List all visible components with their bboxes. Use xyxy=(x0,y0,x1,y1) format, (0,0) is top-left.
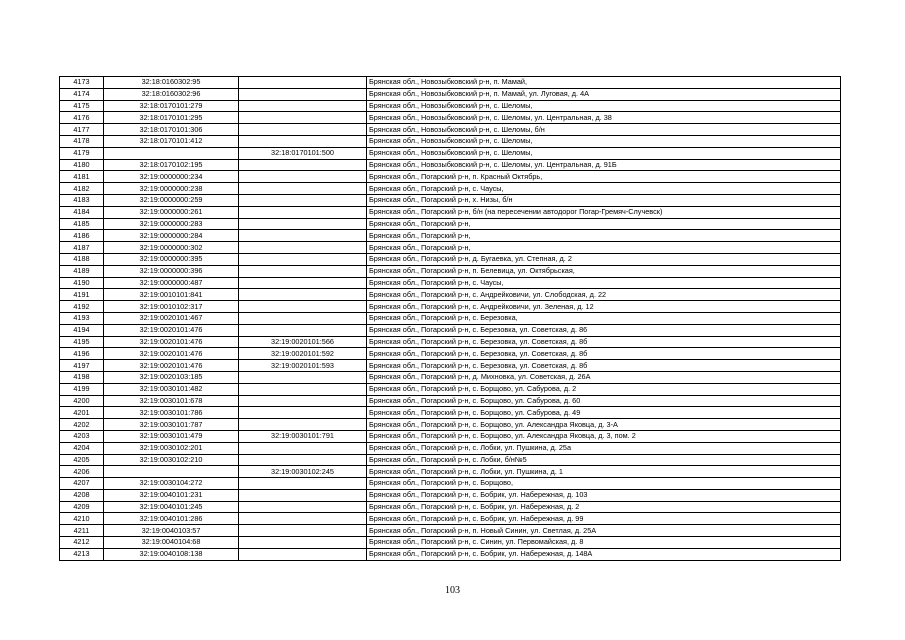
table-row xyxy=(60,183,841,195)
cadastral-number-cell: 32:19:0030102:201 xyxy=(104,442,239,454)
address-cell: Брянская обл., Погарский р-н, с. Борщово, ул. Сабурова, д. 2 xyxy=(367,383,841,395)
cadastral-number-cell: 32:18:0170102:195 xyxy=(104,159,239,171)
cadastral-number-cell: 32:19:0030102:210 xyxy=(104,454,239,466)
table-row xyxy=(60,112,841,124)
row-number-cell: 4194 xyxy=(60,324,104,336)
row-number-cell: 4186 xyxy=(60,230,104,242)
row-number-cell: 4205 xyxy=(60,454,104,466)
table-row xyxy=(60,466,841,478)
address-cell: Брянская обл., Погарский р-н, с. Березовка, xyxy=(367,312,841,324)
secondary-cadastral-number-cell xyxy=(239,419,367,431)
cadastral-number-cell: 32:19:0000000:234 xyxy=(104,171,239,183)
cadastral-number-cell: 32:19:0000000:261 xyxy=(104,206,239,218)
registry-table-body xyxy=(60,77,841,561)
cadastral-number-cell: 32:19:0000000:396 xyxy=(104,265,239,277)
cadastral-number-cell: 32:19:0000000:487 xyxy=(104,277,239,289)
cadastral-number-cell: 32:19:0020101:476 xyxy=(104,348,239,360)
cadastral-number-cell: 32:19:0020101:476 xyxy=(104,324,239,336)
secondary-cadastral-number-cell: 32:19:0020101:566 xyxy=(239,336,367,348)
address-cell: Брянская обл., Погарский р-н, с. Чаусы, xyxy=(367,277,841,289)
table-row xyxy=(60,218,841,230)
address-cell: Брянская обл., Новозыбковский р-н, с. Шеломы, xyxy=(367,135,841,147)
address-cell: Брянская обл., Погарский р-н, с. Борщово, ул. Александра Яковца, д. 3-А xyxy=(367,419,841,431)
cadastral-number-cell xyxy=(104,147,239,159)
secondary-cadastral-number-cell xyxy=(239,253,367,265)
registry-table xyxy=(59,76,841,561)
table-row xyxy=(60,88,841,100)
address-cell: Брянская обл., Новозыбковский р-н, с. Шеломы, xyxy=(367,147,841,159)
address-cell: Брянская обл., Погарский р-н, б/н (на пересечении автодорог Погар-Гремяч-Случевск) xyxy=(367,206,841,218)
cadastral-number-cell: 32:19:0010102:317 xyxy=(104,301,239,313)
secondary-cadastral-number-cell xyxy=(239,324,367,336)
row-number-cell: 4200 xyxy=(60,395,104,407)
address-cell: Брянская обл., Погарский р-н, с. Бобрик, ул. Набережная, д. 99 xyxy=(367,513,841,525)
table-row xyxy=(60,407,841,419)
secondary-cadastral-number-cell xyxy=(239,171,367,183)
row-number-cell: 4193 xyxy=(60,312,104,324)
cadastral-number-cell: 32:19:0040108:138 xyxy=(104,548,239,560)
table-row xyxy=(60,454,841,466)
cadastral-number-cell: 32:19:0020101:467 xyxy=(104,312,239,324)
secondary-cadastral-number-cell xyxy=(239,442,367,454)
address-cell: Брянская обл., Погарский р-н, с. Бобрик, ул. Набережная, д. 2 xyxy=(367,501,841,513)
row-number-cell: 4210 xyxy=(60,513,104,525)
address-cell: Брянская обл., Погарский р-н, с. Лобки, ул. Пушкина, д. 25а xyxy=(367,442,841,454)
cadastral-number-cell: 32:19:0040103:57 xyxy=(104,525,239,537)
row-number-cell: 4180 xyxy=(60,159,104,171)
row-number-cell: 4212 xyxy=(60,537,104,549)
address-cell: Брянская обл., Погарский р-н, с. Бобрик, ул. Набережная, д. 103 xyxy=(367,489,841,501)
cadastral-number-cell: 32:19:0020101:476 xyxy=(104,336,239,348)
table-row xyxy=(60,478,841,490)
secondary-cadastral-number-cell xyxy=(239,478,367,490)
secondary-cadastral-number-cell xyxy=(239,407,367,419)
row-number-cell: 4178 xyxy=(60,135,104,147)
address-cell: Брянская обл., Погарский р-н, с. Борщово, xyxy=(367,478,841,490)
row-number-cell: 4173 xyxy=(60,77,104,89)
table-row xyxy=(60,242,841,254)
table-row xyxy=(60,100,841,112)
table-row xyxy=(60,501,841,513)
cadastral-number-cell: 32:19:0030101:787 xyxy=(104,419,239,431)
secondary-cadastral-number-cell xyxy=(239,537,367,549)
table-row xyxy=(60,395,841,407)
secondary-cadastral-number-cell xyxy=(239,289,367,301)
address-cell: Брянская обл., Погарский р-н, п. Красный Октябрь, xyxy=(367,171,841,183)
secondary-cadastral-number-cell xyxy=(239,183,367,195)
address-cell: Брянская обл., Новозыбковский р-н, с. Шеломы, ул. Центральная, д. 38 xyxy=(367,112,841,124)
cadastral-number-cell: 32:19:0010101:841 xyxy=(104,289,239,301)
row-number-cell: 4213 xyxy=(60,548,104,560)
cadastral-number-cell xyxy=(104,466,239,478)
address-cell: Брянская обл., Погарский р-н, п. Белевица, ул. Октябрьская, xyxy=(367,265,841,277)
secondary-cadastral-number-cell xyxy=(239,454,367,466)
address-cell: Брянская обл., Погарский р-н, с. Борщово, ул. Сабурова, д. 60 xyxy=(367,395,841,407)
row-number-cell: 4211 xyxy=(60,525,104,537)
cadastral-number-cell: 32:19:0020103:185 xyxy=(104,371,239,383)
address-cell: Брянская обл., Погарский р-н, с. Березовка, ул. Советская, д. 8б xyxy=(367,360,841,372)
table-row xyxy=(60,159,841,171)
cadastral-number-cell: 32:19:0000000:238 xyxy=(104,183,239,195)
secondary-cadastral-number-cell: 32:19:0020101:593 xyxy=(239,360,367,372)
row-number-cell: 4199 xyxy=(60,383,104,395)
secondary-cadastral-number-cell xyxy=(239,242,367,254)
cadastral-number-cell: 32:19:0030101:678 xyxy=(104,395,239,407)
table-row xyxy=(60,383,841,395)
row-number-cell: 4195 xyxy=(60,336,104,348)
table-row xyxy=(60,548,841,560)
secondary-cadastral-number-cell xyxy=(239,159,367,171)
row-number-cell: 4179 xyxy=(60,147,104,159)
secondary-cadastral-number-cell xyxy=(239,206,367,218)
row-number-cell: 4198 xyxy=(60,371,104,383)
secondary-cadastral-number-cell xyxy=(239,194,367,206)
address-cell: Брянская обл., Погарский р-н, д. Михновка, ул. Советская, д. 26А xyxy=(367,371,841,383)
secondary-cadastral-number-cell xyxy=(239,312,367,324)
table-row xyxy=(60,230,841,242)
secondary-cadastral-number-cell xyxy=(239,501,367,513)
secondary-cadastral-number-cell xyxy=(239,135,367,147)
secondary-cadastral-number-cell xyxy=(239,371,367,383)
address-cell: Брянская обл., Погарский р-н, с. Чаусы, xyxy=(367,183,841,195)
row-number-cell: 4197 xyxy=(60,360,104,372)
address-cell: Брянская обл., Погарский р-н, с. Березовка, ул. Советская, д. 8б xyxy=(367,348,841,360)
address-cell: Брянская обл., Погарский р-н, с. Андрейковичи, ул. Слободская, д. 22 xyxy=(367,289,841,301)
secondary-cadastral-number-cell xyxy=(239,525,367,537)
cadastral-number-cell: 32:18:0170101:412 xyxy=(104,135,239,147)
table-row xyxy=(60,442,841,454)
cadastral-number-cell: 32:19:0040104:68 xyxy=(104,537,239,549)
cadastral-number-cell: 32:18:0160302:96 xyxy=(104,88,239,100)
table-row xyxy=(60,171,841,183)
table-row xyxy=(60,419,841,431)
table-row xyxy=(60,289,841,301)
cadastral-number-cell: 32:19:0030101:786 xyxy=(104,407,239,419)
secondary-cadastral-number-cell xyxy=(239,218,367,230)
table-row xyxy=(60,348,841,360)
address-cell: Брянская обл., Погарский р-н, xyxy=(367,218,841,230)
address-cell: Брянская обл., Новозыбковский р-н, п. Мамай, ул. Луговая, д. 4А xyxy=(367,88,841,100)
address-cell: Брянская обл., Погарский р-н, с. Синин, ул. Первомайская, д. 8 xyxy=(367,537,841,549)
cadastral-number-cell: 32:18:0160302:95 xyxy=(104,77,239,89)
address-cell: Брянская обл., Погарский р-н, с. Лобки, ул. Пушкина, д. 1 xyxy=(367,466,841,478)
secondary-cadastral-number-cell: 32:19:0030102:245 xyxy=(239,466,367,478)
table-row xyxy=(60,312,841,324)
row-number-cell: 4191 xyxy=(60,289,104,301)
cadastral-number-cell: 32:18:0170101:279 xyxy=(104,100,239,112)
cadastral-number-cell: 32:19:0030104:272 xyxy=(104,478,239,490)
address-cell: Брянская обл., Погарский р-н, с. Борщово, ул. Сабурова, д. 49 xyxy=(367,407,841,419)
table-row xyxy=(60,265,841,277)
row-number-cell: 4203 xyxy=(60,430,104,442)
table-row xyxy=(60,206,841,218)
secondary-cadastral-number-cell xyxy=(239,395,367,407)
secondary-cadastral-number-cell: 32:18:0170101:500 xyxy=(239,147,367,159)
row-number-cell: 4204 xyxy=(60,442,104,454)
table-row xyxy=(60,489,841,501)
cadastral-number-cell: 32:19:0000000:259 xyxy=(104,194,239,206)
row-number-cell: 4176 xyxy=(60,112,104,124)
secondary-cadastral-number-cell xyxy=(239,513,367,525)
cadastral-number-cell: 32:19:0020101:476 xyxy=(104,360,239,372)
table-row xyxy=(60,360,841,372)
row-number-cell: 4190 xyxy=(60,277,104,289)
secondary-cadastral-number-cell xyxy=(239,265,367,277)
cadastral-number-cell: 32:19:0000000:302 xyxy=(104,242,239,254)
cadastral-number-cell: 32:19:0000000:284 xyxy=(104,230,239,242)
cadastral-number-cell: 32:18:0170101:306 xyxy=(104,124,239,136)
address-cell: Брянская обл., Погарский р-н, с. Бобрик, ул. Набережная, д. 148А xyxy=(367,548,841,560)
row-number-cell: 4201 xyxy=(60,407,104,419)
row-number-cell: 4202 xyxy=(60,419,104,431)
address-cell: Брянская обл., Погарский р-н, с. Лобки, б/н№5 xyxy=(367,454,841,466)
row-number-cell: 4181 xyxy=(60,171,104,183)
address-cell: Брянская обл., Погарский р-н, д. Бугаевка, ул. Степная, д. 2 xyxy=(367,253,841,265)
secondary-cadastral-number-cell xyxy=(239,489,367,501)
address-cell: Брянская обл., Погарский р-н, с. Борщово, ул. Александра Яковца, д. 3, пом. 2 xyxy=(367,430,841,442)
address-cell: Брянская обл., Погарский р-н, с. Березовка, ул. Советская, д. 86 xyxy=(367,324,841,336)
secondary-cadastral-number-cell xyxy=(239,77,367,89)
row-number-cell: 4196 xyxy=(60,348,104,360)
row-number-cell: 4192 xyxy=(60,301,104,313)
table-row xyxy=(60,277,841,289)
secondary-cadastral-number-cell xyxy=(239,383,367,395)
table-row xyxy=(60,513,841,525)
secondary-cadastral-number-cell xyxy=(239,301,367,313)
secondary-cadastral-number-cell xyxy=(239,230,367,242)
address-cell: Брянская обл., Новозыбковский р-н, п. Мамай, xyxy=(367,77,841,89)
row-number-cell: 4206 xyxy=(60,466,104,478)
table-row xyxy=(60,301,841,313)
row-number-cell: 4183 xyxy=(60,194,104,206)
address-cell: Брянская обл., Погарский р-н, х. Низы, б/н xyxy=(367,194,841,206)
row-number-cell: 4184 xyxy=(60,206,104,218)
cadastral-number-cell: 32:19:0040101:245 xyxy=(104,501,239,513)
row-number-cell: 4188 xyxy=(60,253,104,265)
table-row xyxy=(60,371,841,383)
row-number-cell: 4207 xyxy=(60,478,104,490)
secondary-cadastral-number-cell xyxy=(239,548,367,560)
secondary-cadastral-number-cell xyxy=(239,124,367,136)
cadastral-number-cell: 32:19:0030101:482 xyxy=(104,383,239,395)
table-row xyxy=(60,537,841,549)
table-row xyxy=(60,135,841,147)
table-row xyxy=(60,194,841,206)
cadastral-number-cell: 32:19:0030101:479 xyxy=(104,430,239,442)
row-number-cell: 4182 xyxy=(60,183,104,195)
table-row xyxy=(60,525,841,537)
table-row xyxy=(60,324,841,336)
cadastral-number-cell: 32:18:0170101:295 xyxy=(104,112,239,124)
cadastral-number-cell: 32:19:0000000:395 xyxy=(104,253,239,265)
row-number-cell: 4187 xyxy=(60,242,104,254)
row-number-cell: 4208 xyxy=(60,489,104,501)
cadastral-number-cell: 32:19:0040101:286 xyxy=(104,513,239,525)
table-row xyxy=(60,147,841,159)
table-row xyxy=(60,77,841,89)
row-number-cell: 4175 xyxy=(60,100,104,112)
table-row xyxy=(60,253,841,265)
table-row xyxy=(60,124,841,136)
row-number-cell: 4174 xyxy=(60,88,104,100)
table-row xyxy=(60,430,841,442)
secondary-cadastral-number-cell xyxy=(239,112,367,124)
row-number-cell: 4185 xyxy=(60,218,104,230)
table-row xyxy=(60,336,841,348)
row-number-cell: 4177 xyxy=(60,124,104,136)
address-cell: Брянская обл., Новозыбковский р-н, с. Шеломы, ул. Центральная, д. 91Б xyxy=(367,159,841,171)
secondary-cadastral-number-cell: 32:19:0020101:592 xyxy=(239,348,367,360)
address-cell: Брянская обл., Погарский р-н, с. Андрейковичи, ул. Зеленая, д. 12 xyxy=(367,301,841,313)
cadastral-number-cell: 32:19:0040101:231 xyxy=(104,489,239,501)
secondary-cadastral-number-cell xyxy=(239,277,367,289)
address-cell: Брянская обл., Новозыбковский р-н, с. Шеломы, б/н xyxy=(367,124,841,136)
row-number-cell: 4209 xyxy=(60,501,104,513)
secondary-cadastral-number-cell: 32:19:0030101:791 xyxy=(239,430,367,442)
address-cell: Брянская обл., Новозыбковский р-н, с. Шеломы, xyxy=(367,100,841,112)
address-cell: Брянская обл., Погарский р-н, п. Новый Синин, ул. Светлая, д. 25А xyxy=(367,525,841,537)
secondary-cadastral-number-cell xyxy=(239,100,367,112)
row-number-cell: 4189 xyxy=(60,265,104,277)
address-cell: Брянская обл., Погарский р-н, с. Березовка, ул. Советская, д. 8б xyxy=(367,336,841,348)
page-number: 103 xyxy=(445,585,460,596)
address-cell: Брянская обл., Погарский р-н, xyxy=(367,230,841,242)
address-cell: Брянская обл., Погарский р-н, xyxy=(367,242,841,254)
secondary-cadastral-number-cell xyxy=(239,88,367,100)
cadastral-number-cell: 32:19:0000000:283 xyxy=(104,218,239,230)
